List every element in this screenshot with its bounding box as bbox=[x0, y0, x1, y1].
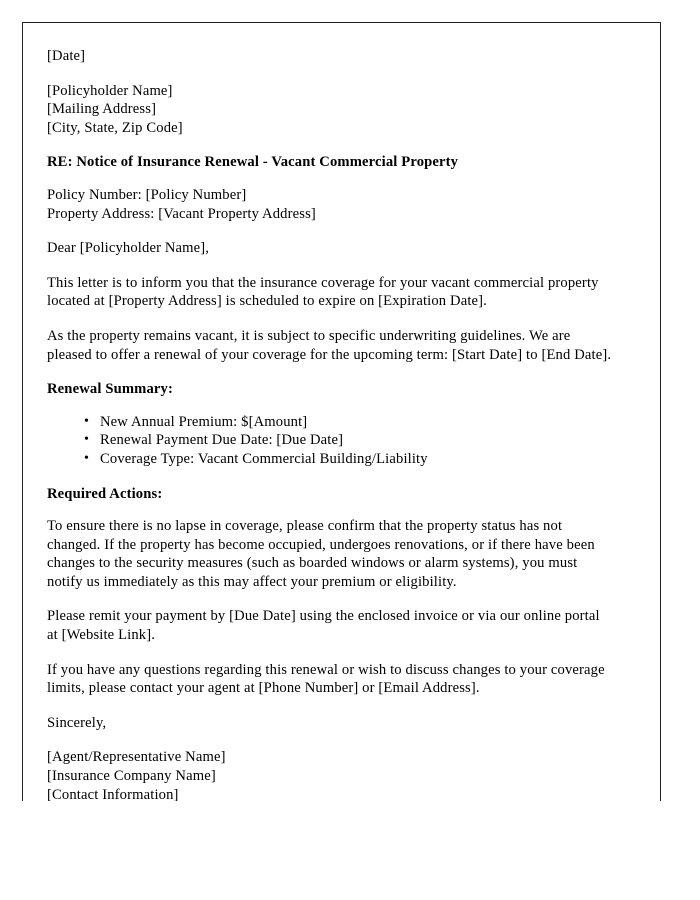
recipient-mailing-address: [Mailing Address] bbox=[47, 101, 157, 118]
policy-number-line: Policy Number: [Policy Number] bbox=[47, 186, 247, 203]
paragraph-contact-questions: If you have any questions regarding this renewal or wish to discuss changes to your coverage limits, please contact your agent at [Phone Number] or [Email Address]. bbox=[47, 661, 605, 697]
date-placeholder: [Date] bbox=[47, 48, 86, 64]
document-page bbox=[22, 22, 661, 801]
paragraph-renewal-offer: As the property remains vacant, it is subject to specific underwriting guidelines. We are pleased to offer a renewal of your coverage for the upcoming term: [Start Date] to [End Date]. bbox=[47, 327, 612, 363]
insurance-company-name: [Insurance Company Name] bbox=[47, 768, 216, 785]
renewal-summary-list bbox=[47, 413, 632, 469]
salutation: Dear [Policyholder Name], bbox=[47, 240, 210, 257]
date-block bbox=[47, 47, 632, 66]
paragraph-payment-remittance: Please remit your payment by [Due Date] using the enclosed invoice or via our online portal at [Website Link]. bbox=[47, 608, 600, 644]
recipient-name: [Policyholder Name] bbox=[47, 82, 173, 99]
list-item: • Coverage Type: Vacant Commercial Building/Liability bbox=[100, 450, 632, 469]
paragraph-expiration-notice: This letter is to inform you that the insurance coverage for your vacant commercial property located at [Property Address] is scheduled to expire on [Expiration Date]. bbox=[47, 274, 599, 310]
property-address-line: Property Address: [Vacant Property Address] bbox=[47, 205, 316, 222]
closing-salutation: Sincerely, bbox=[47, 714, 107, 731]
contact-information: [Contact Information] bbox=[47, 786, 179, 801]
paragraph-property-status: To ensure there is no lapse in coverage, please confirm that the property status has not changed. If the property has become occupied, undergoes renovations, or if there have been changes to the security measures (such as boarded windows or alarm systems), you must notify us immediately as this may affect your premium or eligibility. bbox=[47, 518, 595, 590]
list-item: • New Annual Premium: $[Amount] bbox=[100, 413, 632, 432]
recipient-address-block bbox=[47, 82, 632, 138]
policy-details-block bbox=[47, 186, 632, 223]
signature-block bbox=[47, 748, 632, 801]
agent-name: [Agent/Representative Name] bbox=[47, 749, 226, 766]
recipient-city-state-zip: [City, State, Zip Code] bbox=[47, 119, 183, 136]
subject-line: RE: Notice of Insurance Renewal - Vacant Commercial Property bbox=[47, 154, 459, 171]
letter-body bbox=[23, 23, 660, 801]
renewal-summary-heading: Renewal Summary: bbox=[47, 381, 173, 398]
list-item: • Renewal Payment Due Date: [Due Date] bbox=[100, 431, 632, 450]
required-actions-heading: Required Actions: bbox=[47, 485, 163, 502]
